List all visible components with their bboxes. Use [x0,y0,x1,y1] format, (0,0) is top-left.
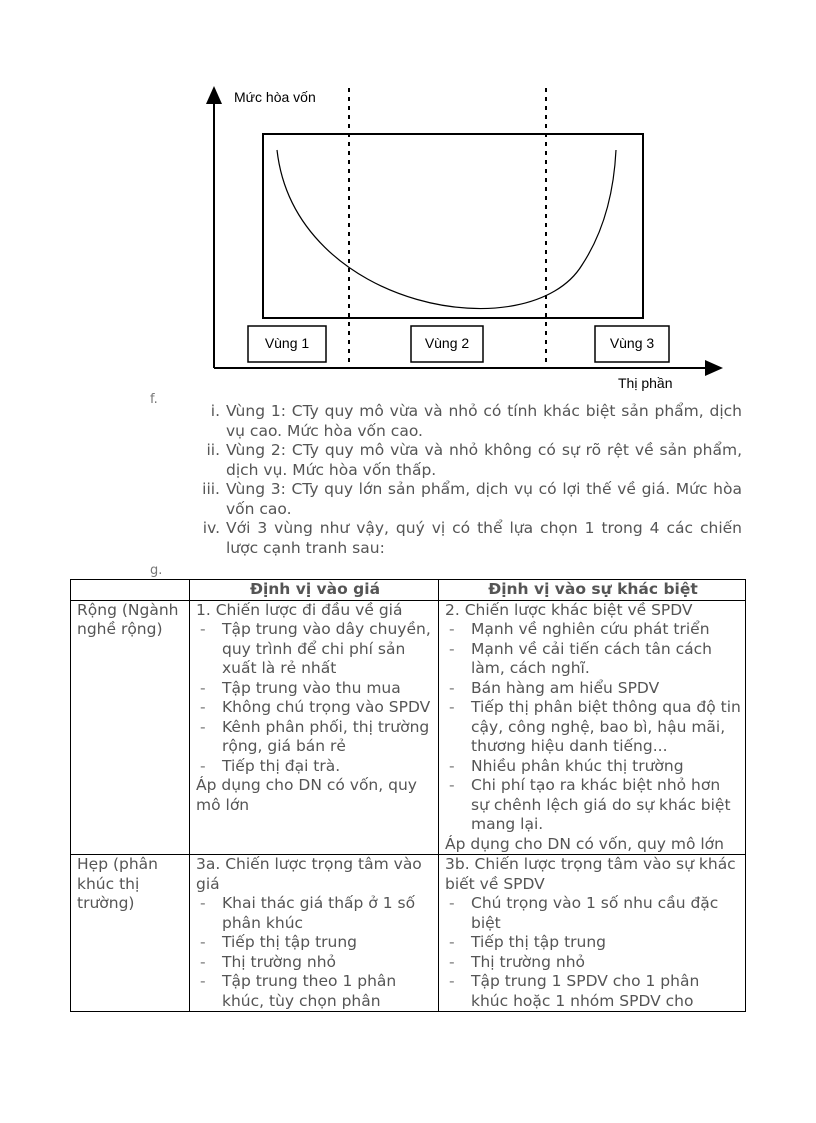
zone-label-2: Vùng 2 [424,335,470,351]
list-item: iv. Với 3 vùng như vậy, quý vị có thể lựa chọn 1 trong 4 các chiến lược cạnh tranh sau: [202,519,742,557]
breakeven-diagram-svg [200,80,730,400]
cell-cost-leadership: 1. Chiến lược đi đầu về giá - Tập trung vào dây chuyền, quy trình để chi phí sản xuất là rẻ nhất - Tập trung vào thu mua - Không chú trọng vào SPDV - Kênh phân phối, thị trường rộng, giá bán rẻ - Tiếp thị đại trà. Áp dụng cho DN có vốn, quy mô lớn [190,600,439,855]
row-label-narrow: Hẹp (phân khúc thị trường) [71,855,190,1012]
list-item: iii. Vùng 3: CTy quy lớn sản phẩm, dịch vụ có lợi thế về giá. Mức hòa vốn cao. [202,480,742,518]
list-item: i. Vùng 1: CTy quy mô vừa và nhỏ có tính khác biệt sản phẩm, dịch vụ cao. Mức hòa vốn cao. [210,402,742,440]
cell-cost-focus: 3a. Chiến lược trọng tâm vào giá - Khai thác giá thấp ở 1 số phân khúc - Tiếp thị tập trung - Thị trường nhỏ - Tập trung theo 1 phân khúc, tùy chọn phân [190,855,439,1012]
cell-differentiation-focus: 3b. Chiến lược trọng tâm vào sự khác biết về SPDV - Chú trọng vào 1 số nhu cầu đặc biệt - Tiếp thị tập trung - Thị trường nhỏ - Tập trung 1 SPDV cho 1 phân khúc hoặc 1 nhóm SPDV cho [439,855,746,1012]
breakeven-diagram [200,80,730,400]
table-header-price: Định vị vào giá [190,580,439,601]
y-axis-label: Mức hòa vốn [234,89,316,105]
marker-g: g. [150,563,163,578]
zone-label-1: Vùng 1 [264,335,310,351]
table-row [71,855,746,1012]
list-item: ii. Vùng 2: CTy quy mô vừa và nhỏ không có sự rõ rệt về sản phẩm, dịch vụ. Mức hòa vốn thấp. [206,441,742,479]
table-row [71,600,746,855]
table-header-empty [71,580,190,601]
curve-frame [263,134,643,318]
cell-differentiation: 2. Chiến lược khác biệt về SPDV - Mạnh về nghiên cứu phát triển - Mạnh về cải tiến cách tân cách làm, cách nghĩ. - Bán hàng am hiểu SPDV - Tiếp thị phân biệt thông qua độ tin cậy, công nghệ, bao bì, hậu mãi, thương hiệu danh tiếng... - Nhiều phân khúc thị trường - Chi phí tạo ra khác biệt nhỏ hơn sự chênh lệch giá do sự khác biệt mang lại. Áp dụng cho DN có vốn, quy mô lớn [439,600,746,855]
zone-description-list [190,402,742,558]
row-label-broad: Rộng (Ngành nghề rộng) [71,600,190,855]
breakeven-curve [277,150,616,309]
strategy-table [70,579,746,1012]
zone-label-3: Vùng 3 [609,335,655,351]
table-header-differentiation: Định vị vào sự khác biệt [439,580,746,601]
table-header-row [71,580,746,601]
x-axis-label: Thị phần [618,375,673,391]
marker-f: f. [150,392,158,407]
